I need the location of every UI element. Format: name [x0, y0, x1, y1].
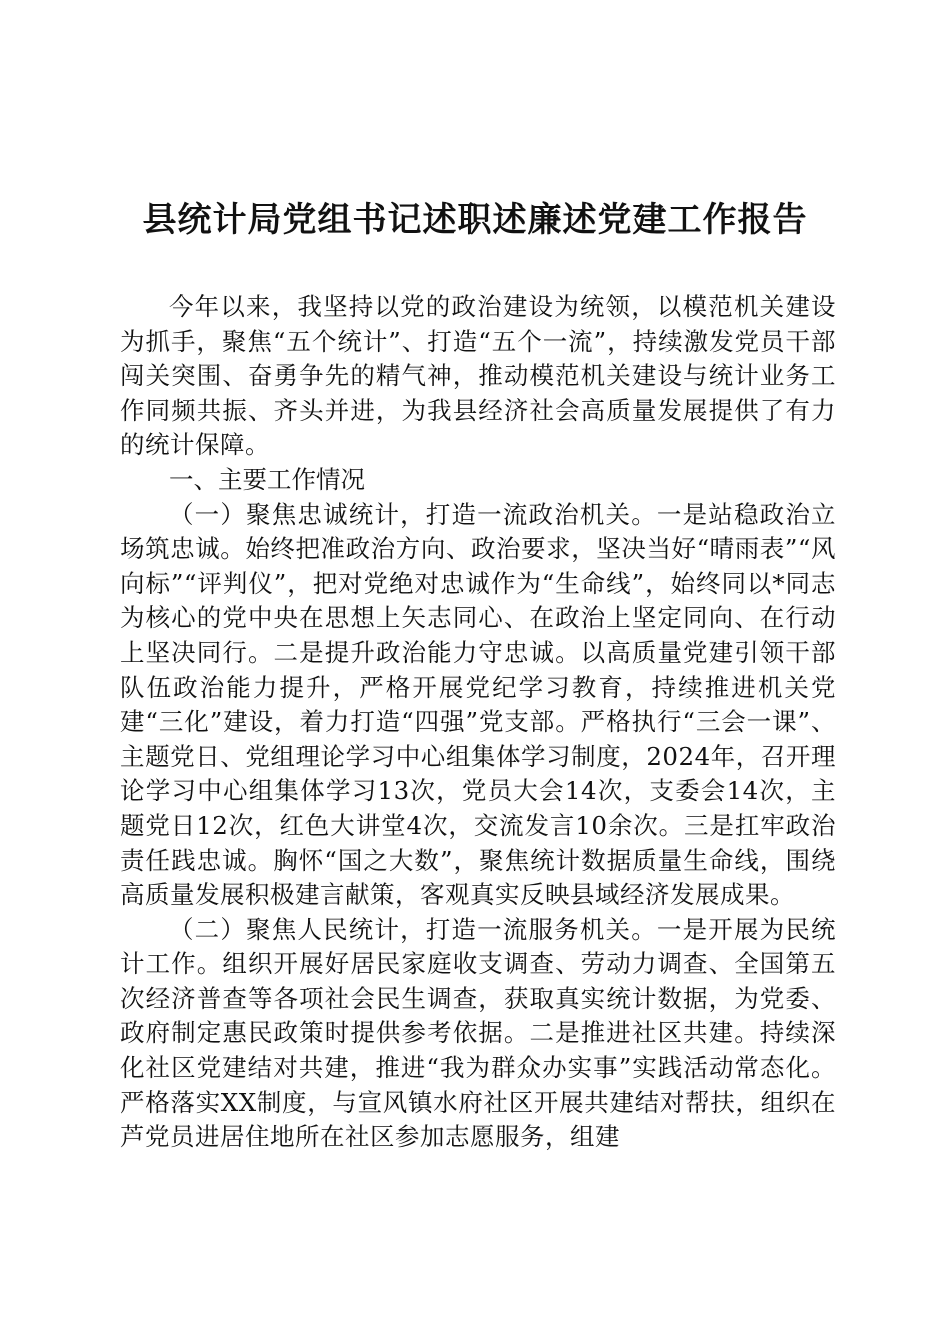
document-title: 县统计局党组书记述职述廉述党建工作报告	[142, 200, 808, 240]
subsection-body: 一是开展为民统计工作。组织开展好居民家庭收支调查、劳动力调查、全国第五次经济普查等各项社会民生调查，获取真实统计数据，为党委、政府制定惠民政策时提供参考依据。二是推进社区共建。持续深化社区党建结对共建，推进“我为群众办实事”实践活动常态化。严格落实XX制度，与宣风镇水府社区开展共建结对帮扶，组织在芦党员进居住地所在社区参加志愿服务，组建	[120, 914, 837, 1152]
document-body	[120, 290, 836, 1155]
intro-paragraph: 今年以来，我坚持以党的政治建设为统领，以模范机关建设为抓手，聚焦“五个统计”、打造“五个一流”，持续激发党员干部闯关突围、奋勇争先的精气神，推动模范机关建设与统计业务工作同频共振、齐头并进，为我县经济社会高质量发展提供了有力的统计保障。	[120, 292, 836, 460]
subsection-body: 一是站稳政治立场筑忠诚。始终把准政治方向、政治要求，坚决当好“晴雨表”“风向标”“评判仪”，把对党绝对忠诚作为“生命线”，始终同以*同志为核心的党中央在思想上矢志同心、在政治上坚定同向、在行动上坚决同行。二是提升政治能力守忠诚。以高质量党建引领干部队伍政治能力提升，严格开展党纪学习教育，持续推进机关党建“三化”建设，着力打造“四强”党支部。严格执行“三会一课”、主题党日、党组理论学习中心组集体学习制度，2024年，召开理论学习中心组集体学习13次，党员大会14次，支委会14次，主题党日12次，红色大讲堂4次，交流发言10余次。三是扛牢政治责任践忠诚。胸怀“国之大数”，聚焦统计数据质量生命线，围绕高质量发展积极建言献策，客观真实反映县域经济发展成果。	[120, 499, 837, 910]
subsection-lead: （二）聚焦人民统计，打造一流服务机关。	[169, 914, 657, 944]
subsection-service-organ	[120, 913, 836, 1155]
subsection-lead: （一）聚焦忠诚统计，打造一流政治机关。	[169, 499, 657, 529]
section-heading-main-work: 一、主要工作情况	[169, 464, 365, 494]
subsection-political-organ	[120, 498, 836, 913]
